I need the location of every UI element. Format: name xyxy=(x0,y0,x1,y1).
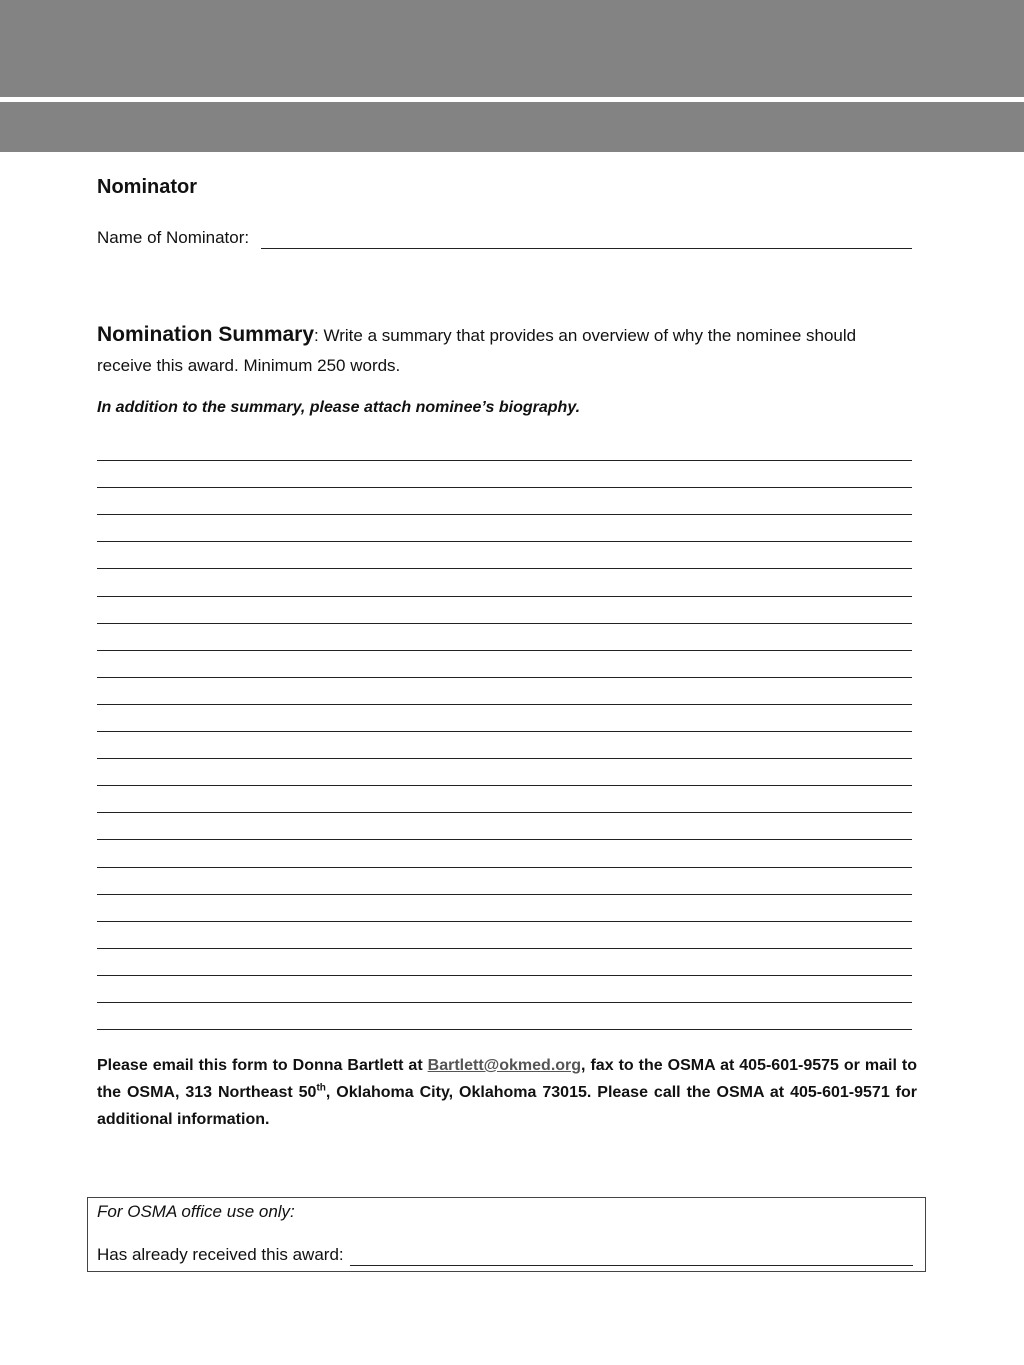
biography-note: In addition to the summary, please attach nominee’s biography. xyxy=(97,399,581,416)
nominator-name-label: Name of Nominator: xyxy=(97,228,250,247)
instructions-text-1: Please email this form to Donna Bartlett at xyxy=(97,1057,428,1074)
summary-line[interactable] xyxy=(97,487,912,488)
summary-line[interactable] xyxy=(97,839,912,840)
ordinal-suffix: th xyxy=(316,1082,326,1094)
summary-line[interactable] xyxy=(97,650,912,651)
summary-line[interactable] xyxy=(97,623,912,624)
summary-instructions: Write a summary that provides an overview of why the nominee should receive this award. Minimum 250 words. xyxy=(97,326,857,375)
email-link[interactable]: Bartlett@okmed.org xyxy=(427,1057,582,1074)
header-band-top xyxy=(0,0,1024,97)
summary-line[interactable] xyxy=(97,785,912,786)
summary-line[interactable] xyxy=(97,1029,912,1030)
summary-line[interactable] xyxy=(97,867,912,868)
summary-line[interactable] xyxy=(97,704,912,705)
summary-line[interactable] xyxy=(97,514,912,515)
summary-heading: Nomination Summary xyxy=(97,323,315,346)
summary-line[interactable] xyxy=(97,975,912,976)
summary-line[interactable] xyxy=(97,731,912,732)
summary-line[interactable] xyxy=(97,541,912,542)
nomination-summary xyxy=(97,320,912,381)
summary-line[interactable] xyxy=(97,921,912,922)
received-award-label: Has already received this award: xyxy=(97,1245,344,1264)
office-use-box xyxy=(87,1197,926,1272)
summary-line[interactable] xyxy=(97,948,912,949)
received-award-field[interactable] xyxy=(350,1249,913,1266)
submission-instructions xyxy=(97,1052,917,1133)
nominator-name-field[interactable] xyxy=(261,230,912,249)
summary-heading-colon: : xyxy=(314,326,319,345)
office-use-title: For OSMA office use only: xyxy=(97,1202,295,1221)
nominator-name-row xyxy=(97,225,912,249)
instructions-text-2: , fax to the OSMA at 405-601-9575 or mail to the OSMA, 313 Northeast 50 xyxy=(97,1057,917,1101)
summary-line[interactable] xyxy=(97,1002,912,1003)
summary-line[interactable] xyxy=(97,812,912,813)
instructions-text-3: , Oklahoma City, Oklahoma 73015. Please call the OSMA at 405-601-9571 for additional information. xyxy=(97,1084,918,1128)
nominator-heading: Nominator xyxy=(97,176,197,198)
header-band-bottom xyxy=(0,102,1024,152)
summary-line[interactable] xyxy=(97,677,912,678)
summary-line[interactable] xyxy=(97,460,912,461)
summary-line[interactable] xyxy=(97,568,912,569)
received-award-row xyxy=(97,1244,913,1266)
summary-line[interactable] xyxy=(97,596,912,597)
summary-line[interactable] xyxy=(97,758,912,759)
summary-line[interactable] xyxy=(97,894,912,895)
